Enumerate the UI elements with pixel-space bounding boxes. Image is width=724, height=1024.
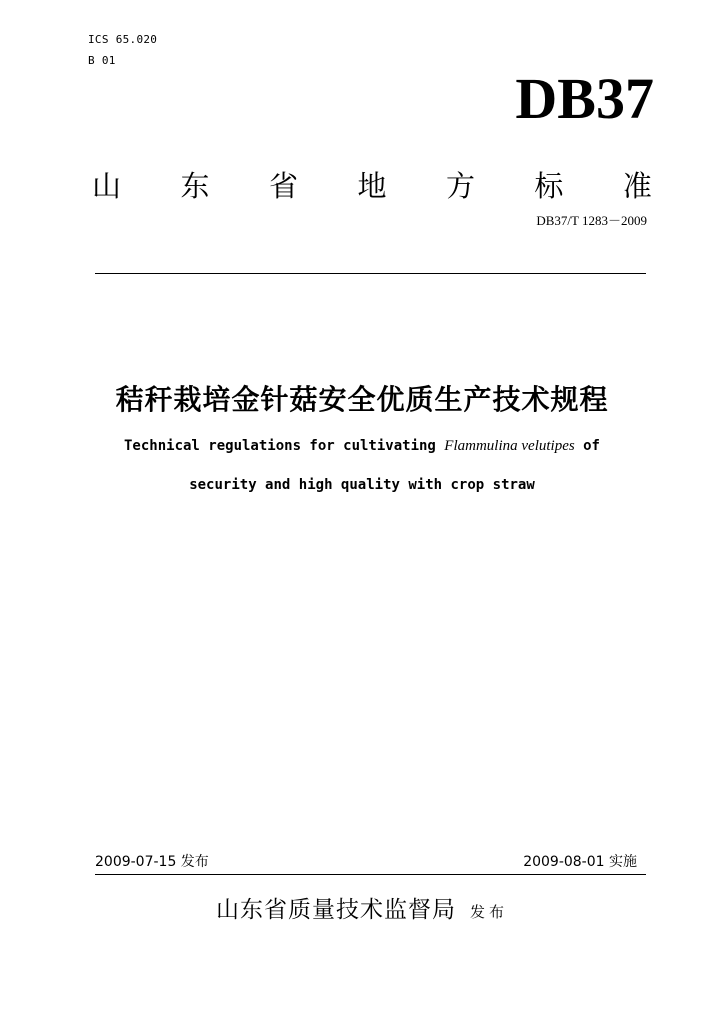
standard-type-char: 山 xyxy=(92,169,122,203)
implementation-date: 2009-08-01 实施 xyxy=(523,854,637,870)
document-title-chinese: 秸秆栽培金针菇安全优质生产技术规程 xyxy=(115,383,609,416)
document-title-english-line1 xyxy=(0,436,724,456)
standard-type-char: 准 xyxy=(622,169,652,203)
publisher-action: 发布 xyxy=(469,903,508,921)
ics-code: ICS 65.020 xyxy=(88,33,158,46)
title-latin-name: Flammulina velutipes xyxy=(444,438,575,454)
standard-type-char: 东 xyxy=(180,169,210,203)
title-english-text: of xyxy=(574,438,600,454)
issue-date: 2009-07-15 发布 xyxy=(95,854,209,870)
standard-code-logo: DB37 xyxy=(515,66,654,131)
bottom-divider xyxy=(95,874,646,875)
document-title-english-line2: security and high quality with crop straw xyxy=(189,477,535,493)
publisher-organization: 山东省质量技术监督局 xyxy=(215,897,456,923)
standard-type-heading xyxy=(92,166,652,206)
publisher-line xyxy=(0,893,724,929)
standard-type-char: 地 xyxy=(357,169,387,203)
standard-type-char: 方 xyxy=(445,169,475,203)
title-english-text: Technical regulations for cultivating xyxy=(124,438,445,454)
ccs-code: B 01 xyxy=(88,54,116,67)
top-divider xyxy=(95,273,646,274)
standard-type-char: 省 xyxy=(268,169,298,203)
standard-number: DB37/T 1283－2009 xyxy=(536,213,647,228)
standard-type-char: 标 xyxy=(534,169,564,203)
